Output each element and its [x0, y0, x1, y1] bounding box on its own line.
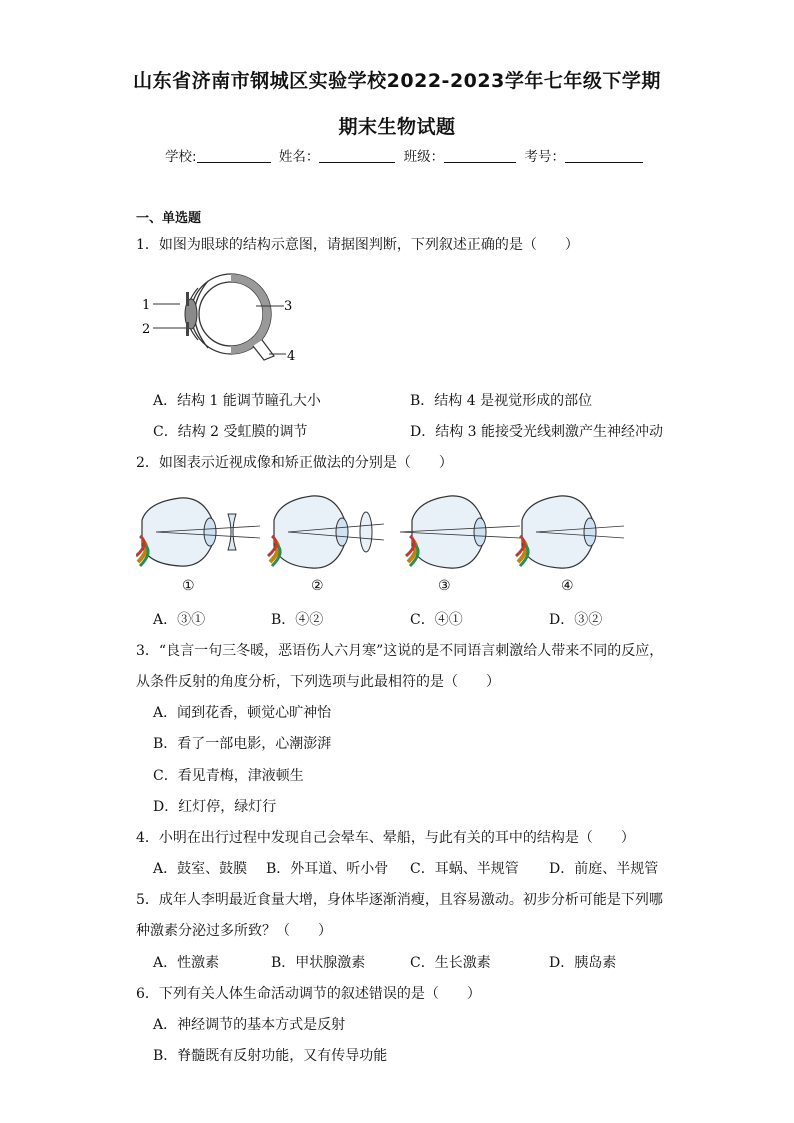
q5-option-d[interactable]: D．胰岛素: [549, 955, 617, 971]
eye-figure-1: [136, 492, 262, 574]
q4-option-d[interactable]: D．前庭、半规管: [549, 861, 659, 877]
q2-option-c[interactable]: C．④①: [410, 612, 463, 628]
q2-stem: 2．如图表示近视成像和矫正做法的分别是（ ）: [136, 455, 453, 471]
q4-option-c[interactable]: C．耳蜗、半规管: [410, 861, 519, 877]
q4-option-b[interactable]: B．外耳道、听小骨: [266, 861, 389, 877]
q2-option-b[interactable]: B．④②: [271, 612, 324, 628]
q1-stem: 1．如图为眼球的结构示意图，请据图判断，下列叙述正确的是（ ）: [136, 237, 579, 253]
q5-option-b[interactable]: B．甲状腺激素: [271, 955, 366, 971]
q4-option-a[interactable]: A．鼓室、鼓膜: [153, 861, 248, 877]
fig-label-4: ④: [561, 578, 574, 594]
student-info-row: [165, 145, 647, 165]
section-heading: 一、单选题: [136, 211, 202, 226]
q5-stem-line2: 种激素分泌过多所致？（ ）: [136, 923, 332, 939]
q3-stem-line1: 3．“良言一句三冬暖，恶语伤人六月寒”这说的是不同语言刺激给人带来不同的反应，: [136, 643, 664, 659]
q1-option-a[interactable]: A．结构 1 能调节瞳孔大小: [153, 393, 321, 409]
q3-stem-line2: 从条件反射的角度分析，下列选项与此最相符的是（ ）: [136, 674, 500, 690]
name-field[interactable]: [319, 148, 395, 163]
q4-stem: 4．小明在出行过程中发现自己会晕车、晕船，与此有关的耳中的结构是（ ）: [136, 830, 635, 846]
q1-option-d[interactable]: D．结构 3 能接受光线刺激产生神经冲动: [410, 424, 664, 440]
eyeball-diagram: [136, 266, 306, 366]
q3-option-b[interactable]: B．看了一部电影，心潮澎湃: [153, 736, 332, 752]
title-line-2: 期末生物试题: [338, 116, 456, 138]
school-field[interactable]: [197, 148, 271, 163]
q6-option-a[interactable]: A．神经调节的基本方式是反射: [153, 1017, 346, 1033]
q3-option-c[interactable]: C．看见青梅，津液顿生: [153, 768, 304, 784]
title-line-1: 山东省济南市钢城区实验学校2022-2023学年七年级下学期: [133, 70, 661, 92]
q5-option-a[interactable]: A．性激素: [153, 955, 220, 971]
fig-label-2: ②: [311, 578, 324, 594]
eye-label-1: 1: [142, 298, 151, 313]
fig-label-3: ③: [438, 578, 451, 594]
eye-figure-2: [258, 492, 384, 574]
number-field[interactable]: [565, 148, 643, 163]
name-label: 姓名：: [278, 149, 320, 165]
class-label: 班级：: [403, 149, 445, 165]
q2-option-d[interactable]: D．③②: [549, 612, 603, 628]
eye-label-2: 2: [142, 322, 151, 337]
eye-label-4: 4: [287, 349, 296, 364]
q5-option-c[interactable]: C．生长激素: [410, 955, 491, 971]
eye-label-3: 3: [284, 299, 293, 314]
eye-figure-3: [396, 492, 522, 574]
q3-option-d[interactable]: D．红灯停，绿灯行: [153, 799, 277, 815]
q6-stem: 6．下列有关人体生命活动调节的叙述错误的是（ ）: [136, 986, 481, 1002]
q5-stem-line1: 5．成年人李明最近食量大增，身体毕逐渐消瘦，且容易激动。初步分析可能是下列哪: [136, 892, 663, 908]
eye-figure-4: [506, 492, 632, 574]
q2-option-a[interactable]: A．③①: [153, 612, 206, 628]
q1-option-b[interactable]: B．结构 4 是视觉形成的部位: [410, 393, 593, 409]
number-label: 考号：: [524, 149, 565, 165]
q1-option-c[interactable]: C．结构 2 受虹膜的调节: [153, 424, 308, 440]
q6-option-b[interactable]: B．脊髓既有反射功能，又有传导功能: [153, 1048, 388, 1064]
class-field[interactable]: [444, 148, 516, 163]
fig-label-1: ①: [182, 578, 195, 594]
q3-option-a[interactable]: A．闻到花香，顿觉心旷神怡: [153, 705, 332, 721]
school-label: 学校:: [165, 149, 197, 165]
